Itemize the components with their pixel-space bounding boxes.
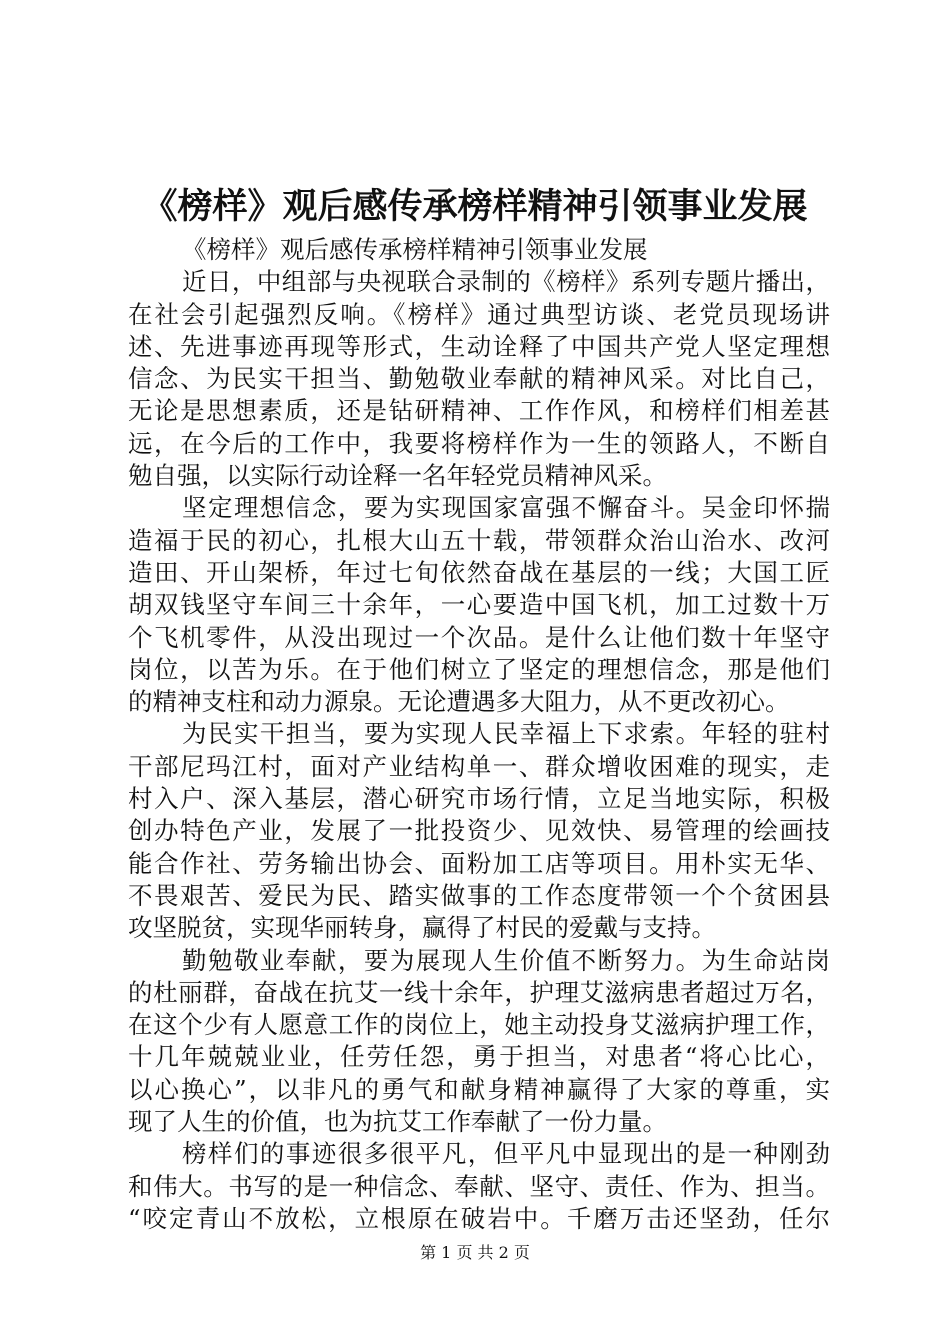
paragraph-line: 为民实干担当，要为实现人民幸福上下求索。年轻的驻村 (182, 719, 830, 749)
paragraph-line: 在社会引起强烈反响。《榜样》通过典型访谈、老党员现场讲 (128, 299, 830, 329)
paragraph-line: 岗位，以苦为乐。在于他们树立了坚定的理想信念，那是他们 (128, 654, 830, 684)
paragraph (128, 1138, 830, 1235)
paragraph-line: 干部尼玛江村，面对产业结构单一、群众增收困难的现实，走 (128, 751, 830, 781)
paragraph-line: 近日，中组部与央视联合录制的《榜样》系列专题片播出， (182, 267, 830, 297)
paragraph-line: 勤勉敬业奉献，要为展现人生价值不断努力。为生命站岗 (182, 945, 830, 975)
paragraph-line: 造田、开山架桥，年过七旬依然奋战在基层的一线；大国工匠 (128, 557, 830, 587)
paragraph-line: 创办特色产业，发展了一批投资少、见效快、易管理的绘画技 (128, 816, 830, 846)
paragraph-line: 攻坚脱贫，实现华丽转身，赢得了村民的爱戴与支持。 (128, 913, 716, 943)
paragraph (128, 492, 830, 718)
paragraph-line: 村入户、深入基层，潜心研究市场行情，立足当地实际，积极 (128, 784, 830, 814)
paragraph-line: 和伟大。书写的是一种信念、奉献、坚守、责任、作为、担当。 (128, 1171, 830, 1201)
paragraph-line: 榜样们的事迹很多很平凡，但平凡中显现出的是一种刚劲 (182, 1139, 830, 1169)
paragraph-line: 无论是思想素质，还是钻研精神、工作作风，和榜样们相差甚 (128, 396, 830, 426)
document-title: 《榜样》观后感传承榜样精神引领事业发展 (142, 186, 808, 227)
paragraph-line: 勉自强，以实际行动诠释一名年轻党员精神风采。 (128, 461, 667, 491)
paragraph-line: 个飞机零件，从没出现过一个次品。是什么让他们数十年坚守 (128, 622, 830, 652)
paragraph-line: 在这个少有人愿意工作的岗位上，她主动投身艾滋病护理工作， (128, 1010, 830, 1040)
paragraph-line: 胡双钱坚守车间三十余年，一心要造中国飞机，加工过数十万 (128, 590, 830, 620)
paragraph-line: 以心换心”，以非凡的勇气和献身精神赢得了大家的尊重，实 (128, 1074, 830, 1104)
page-number: 第 1 页 共 2 页 (420, 1243, 530, 1262)
paragraph-line: 述、先进事迹再现等形式，生动诠释了中国共产党人坚定理想 (128, 331, 830, 361)
paragraph-line: 坚定理想信念，要为实现国家富强不懈奋斗。吴金印怀揣 (182, 493, 830, 523)
paragraph-line: 造福于民的初心，扎根大山五十载，带领群众治山治水、改河 (128, 525, 830, 555)
paragraph (128, 718, 830, 944)
paragraph-line: 的杜丽群，奋战在抗艾一线十余年，护理艾滋病患者超过万名， (128, 977, 830, 1007)
paragraph-line: 十几年兢兢业业，任劳任怨，勇于担当，对患者“将心比心， (128, 1042, 830, 1072)
paragraph-line: 的精神支柱和动力源泉。无论遭遇多大阻力，从不更改初心。 (128, 687, 790, 717)
paragraph-line: 能合作社、劳务输出协会、面粉加工店等项目。用朴实无华、 (128, 848, 830, 878)
paragraph-line: 信念、为民实干担当、勤勉敬业奉献的精神风采。对比自己， (128, 364, 830, 394)
document-subtitle: 《榜样》观后感传承榜样精神引领事业发展 (182, 235, 648, 264)
paragraph (128, 945, 830, 1139)
document-body (128, 234, 830, 1235)
paragraph-line: 远，在今后的工作中，我要将榜样作为一生的领路人，不断自 (128, 428, 830, 458)
paragraph-line: “咬定青山不放松，立根原在破岩中。千磨万击还坚劲，任尔 (128, 1203, 830, 1233)
paragraph-line: 不畏艰苦、爱民为民、踏实做事的工作态度带领一个个贫困县 (128, 880, 830, 910)
paragraph-line: 现了人生的价值，也为抗艾工作奉献了一份力量。 (128, 1107, 667, 1137)
paragraph (128, 266, 830, 492)
